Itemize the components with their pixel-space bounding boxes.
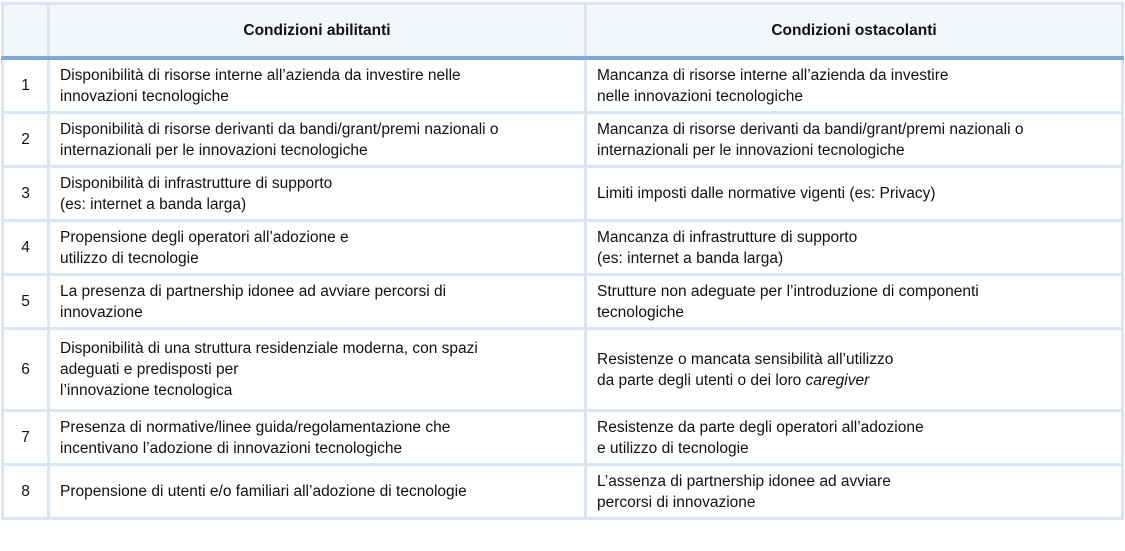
row-number: 2 — [3, 113, 49, 167]
conditions-table — [1, 2, 1124, 520]
cell-line: Disponibilità di infrastrutture di supporto — [60, 174, 333, 192]
table-row — [3, 167, 1123, 221]
cell-line: Propensione degli operatori all’adozione e — [60, 228, 349, 246]
cell-line: e utilizzo di tecnologie — [597, 439, 749, 457]
cell-line: incentivano l’adozione di innovazioni tecnologiche — [60, 439, 403, 457]
cell-line: Resistenze da parte degli operatori all’adozione — [597, 418, 924, 436]
cell-line: l’innovazione tecnologica — [60, 382, 233, 399]
cell-line: internazionali per le innovazioni tecnologiche — [597, 141, 905, 159]
cell-line: Mancanza di risorse interne all’azienda da investire — [597, 66, 949, 84]
italic-term: caregiver — [805, 371, 870, 389]
cell-line — [597, 370, 1111, 391]
table-body — [3, 58, 1123, 519]
table-row — [3, 411, 1123, 465]
cell-line: Limiti imposti dalle normative vigenti (es: Privacy) — [597, 185, 936, 202]
cell-line: (es: internet a banda larga) — [597, 249, 784, 267]
cell-line: utilizzo di tecnologie — [60, 249, 199, 267]
cell-line: tecnologiche — [597, 303, 685, 321]
row-number: 5 — [3, 275, 49, 329]
cell-line: Disponibilità di risorse interne all’azienda da investire nelle — [60, 66, 461, 84]
enabling-cell — [49, 58, 586, 113]
table-row — [3, 113, 1123, 167]
cell-line: La presenza di partnership idonee ad avviare percorsi di — [60, 282, 447, 300]
hindering-cell — [586, 221, 1123, 275]
cell-line: internazionali per le innovazioni tecnologiche — [60, 141, 368, 159]
enabling-cell — [49, 275, 586, 329]
enabling-cell — [49, 113, 586, 167]
row-number: 1 — [3, 58, 49, 113]
table-header — [3, 4, 1123, 59]
cell-line: adeguati e predisposti per — [60, 361, 239, 378]
hindering-cell — [586, 167, 1123, 221]
table-row — [3, 275, 1123, 329]
table-row — [3, 58, 1123, 113]
enabling-cell — [49, 329, 586, 411]
cell-line: nelle innovazioni tecnologiche — [597, 87, 803, 105]
hindering-cell — [586, 465, 1123, 519]
cell-line: Propensione di utenti e/o familiari all’adozione di tecnologie — [60, 483, 467, 500]
cell-text: da parte degli utenti o dei loro — [597, 371, 806, 389]
cell-line: percorsi di innovazione — [597, 493, 756, 511]
cell-line: innovazione — [60, 303, 143, 321]
row-number: 8 — [3, 465, 49, 519]
header-enabling: Condizioni abilitanti — [49, 4, 586, 59]
hindering-cell — [586, 275, 1123, 329]
cell-line: L’assenza di partnership idonee ad avviare — [597, 472, 891, 490]
row-number: 7 — [3, 411, 49, 465]
hindering-cell — [586, 58, 1123, 113]
enabling-cell — [49, 465, 586, 519]
cell-line: innovazioni tecnologiche — [60, 87, 229, 105]
row-number: 4 — [3, 221, 49, 275]
cell-line: Resistenze o mancata sensibilità all’utilizzo — [597, 350, 894, 368]
cell-line: Disponibilità di una struttura residenziale moderna, con spazi — [60, 340, 478, 357]
cell-line: Strutture non adeguate per l’introduzione di componenti — [597, 282, 979, 300]
row-number: 6 — [3, 329, 49, 411]
hindering-cell — [586, 329, 1123, 411]
table-row — [3, 329, 1123, 411]
table-row — [3, 221, 1123, 275]
header-number — [3, 4, 49, 59]
enabling-cell — [49, 411, 586, 465]
hindering-cell — [586, 113, 1123, 167]
cell-line: (es: internet a banda larga) — [60, 195, 247, 213]
cell-line: Presenza di normative/linee guida/regolamentazione che — [60, 418, 451, 436]
enabling-cell — [49, 221, 586, 275]
cell-line: Mancanza di infrastrutture di supporto — [597, 228, 858, 246]
table-row — [3, 465, 1123, 519]
cell-line: Disponibilità di risorse derivanti da bandi/grant/premi nazionali o — [60, 120, 499, 138]
hindering-cell — [586, 411, 1123, 465]
cell-line: Mancanza di risorse derivanti da bandi/grant/premi nazionali o — [597, 120, 1024, 138]
header-hindering: Condizioni ostacolanti — [586, 4, 1123, 59]
enabling-cell — [49, 167, 586, 221]
row-number: 3 — [3, 167, 49, 221]
